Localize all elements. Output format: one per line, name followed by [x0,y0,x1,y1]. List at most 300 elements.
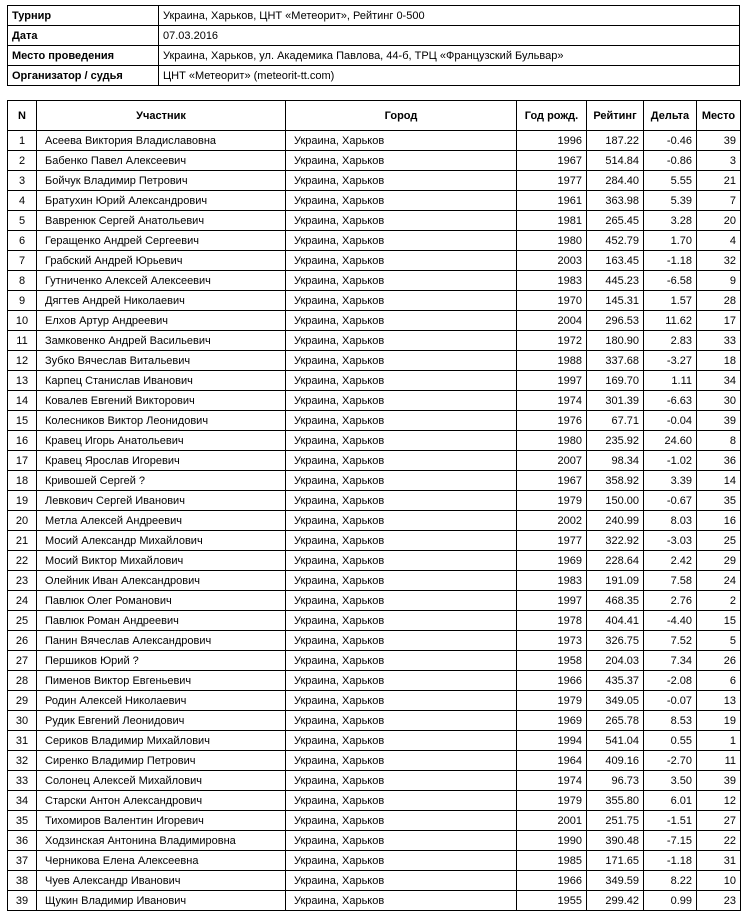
info-row-date [8,26,740,46]
cell-rating: 180.90 [587,331,644,351]
cell-delta: 24.60 [644,431,697,451]
cell-birth-year: 1973 [517,631,587,651]
cell-participant: Замковенко Андрей Васильевич [37,331,286,351]
table-row [8,591,741,611]
cell-participant: Бойчук Владимир Петрович [37,171,286,191]
cell-participant: Елхов Артур Андреевич [37,311,286,331]
info-row-tournament [8,6,740,26]
cell-city: Украина, Харьков [286,891,517,911]
cell-delta: 1.70 [644,231,697,251]
cell-city: Украина, Харьков [286,211,517,231]
cell-participant: Солонец Алексей Михайлович [37,771,286,791]
cell-number: 8 [8,271,37,291]
cell-rating: 169.70 [587,371,644,391]
cell-rating: 301.39 [587,391,644,411]
cell-number: 30 [8,711,37,731]
results-header-row [8,101,741,131]
cell-rating: 390.48 [587,831,644,851]
cell-birth-year: 1969 [517,551,587,571]
cell-place: 12 [697,791,741,811]
cell-birth-year: 1961 [517,191,587,211]
cell-city: Украина, Харьков [286,271,517,291]
cell-number: 16 [8,431,37,451]
table-row [8,351,741,371]
cell-city: Украина, Харьков [286,231,517,251]
table-row [8,311,741,331]
cell-rating: 349.05 [587,691,644,711]
results-body [8,131,741,911]
cell-birth-year: 1994 [517,731,587,751]
cell-birth-year: 1983 [517,271,587,291]
cell-number: 29 [8,691,37,711]
cell-delta: -0.07 [644,691,697,711]
cell-participant: Родин Алексей Николаевич [37,691,286,711]
date-label: Дата [8,26,159,46]
cell-place: 25 [697,531,741,551]
results-table [7,100,741,911]
table-row [8,651,741,671]
cell-city: Украина, Харьков [286,191,517,211]
cell-number: 10 [8,311,37,331]
cell-place: 15 [697,611,741,631]
cell-city: Украина, Харьков [286,791,517,811]
cell-place: 36 [697,451,741,471]
cell-rating: 284.40 [587,171,644,191]
table-row [8,171,741,191]
cell-rating: 322.92 [587,531,644,551]
cell-rating: 67.71 [587,411,644,431]
cell-number: 6 [8,231,37,251]
cell-place: 23 [697,891,741,911]
table-row [8,871,741,891]
cell-birth-year: 1979 [517,491,587,511]
header-city: Город [286,101,517,131]
cell-delta: 0.99 [644,891,697,911]
cell-number: 38 [8,871,37,891]
cell-rating: 409.16 [587,751,644,771]
cell-place: 6 [697,671,741,691]
cell-participant: Мосий Виктор Михайлович [37,551,286,571]
cell-place: 27 [697,811,741,831]
cell-rating: 404.41 [587,611,644,631]
cell-city: Украина, Харьков [286,411,517,431]
cell-participant: Панин Вячеслав Александрович [37,631,286,651]
cell-delta: -1.18 [644,851,697,871]
cell-city: Украина, Харьков [286,251,517,271]
cell-participant: Дягтев Андрей Николаевич [37,291,286,311]
cell-place: 2 [697,591,741,611]
cell-place: 19 [697,711,741,731]
cell-birth-year: 1979 [517,691,587,711]
cell-city: Украина, Харьков [286,871,517,891]
cell-participant: Кривошей Сергей ? [37,471,286,491]
cell-place: 8 [697,431,741,451]
cell-participant: Гутниченко Алексей Алексеевич [37,271,286,291]
cell-city: Украина, Харьков [286,291,517,311]
cell-delta: 7.58 [644,571,697,591]
cell-number: 34 [8,791,37,811]
cell-number: 36 [8,831,37,851]
cell-participant: Метла Алексей Андреевич [37,511,286,531]
cell-delta: 2.42 [644,551,697,571]
cell-number: 33 [8,771,37,791]
cell-participant: Кравец Ярослав Игоревич [37,451,286,471]
table-row [8,831,741,851]
cell-rating: 228.64 [587,551,644,571]
table-row [8,671,741,691]
cell-delta: -0.04 [644,411,697,431]
cell-birth-year: 1980 [517,431,587,451]
cell-rating: 163.45 [587,251,644,271]
cell-participant: Сериков Владимир Михайлович [37,731,286,751]
cell-rating: 337.68 [587,351,644,371]
table-row [8,811,741,831]
cell-delta: -1.02 [644,451,697,471]
cell-rating: 145.31 [587,291,644,311]
cell-delta: 1.57 [644,291,697,311]
cell-rating: 358.92 [587,471,644,491]
cell-place: 18 [697,351,741,371]
cell-place: 3 [697,151,741,171]
cell-participant: Бабенко Павел Алексеевич [37,151,286,171]
cell-delta: -3.03 [644,531,697,551]
table-row [8,511,741,531]
header-place: Место [697,101,741,131]
cell-rating: 98.34 [587,451,644,471]
cell-birth-year: 1958 [517,651,587,671]
cell-place: 17 [697,311,741,331]
cell-number: 4 [8,191,37,211]
cell-delta: -2.70 [644,751,697,771]
cell-place: 39 [697,411,741,431]
cell-delta: 6.01 [644,791,697,811]
table-row [8,371,741,391]
table-row [8,751,741,771]
cell-birth-year: 1996 [517,131,587,151]
cell-delta: 3.28 [644,211,697,231]
cell-birth-year: 1967 [517,151,587,171]
table-row [8,771,741,791]
cell-delta: 7.52 [644,631,697,651]
cell-participant: Пименов Виктор Евгеньевич [37,671,286,691]
cell-rating: 187.22 [587,131,644,151]
cell-rating: 514.84 [587,151,644,171]
cell-birth-year: 1967 [517,471,587,491]
cell-city: Украина, Харьков [286,751,517,771]
table-row [8,791,741,811]
cell-number: 39 [8,891,37,911]
cell-place: 9 [697,271,741,291]
cell-place: 39 [697,131,741,151]
cell-number: 2 [8,151,37,171]
table-row [8,731,741,751]
cell-place: 26 [697,651,741,671]
cell-rating: 468.35 [587,591,644,611]
header-participant: Участник [37,101,286,131]
table-row [8,391,741,411]
cell-participant: Щукин Владимир Иванович [37,891,286,911]
cell-rating: 96.73 [587,771,644,791]
table-row [8,571,741,591]
table-row [8,131,741,151]
cell-place: 14 [697,471,741,491]
header-delta: Дельта [644,101,697,131]
header-rating: Рейтинг [587,101,644,131]
header-birth-year: Год рожд. [517,101,587,131]
cell-rating: 171.65 [587,851,644,871]
table-row [8,251,741,271]
table-row [8,451,741,471]
cell-birth-year: 1997 [517,371,587,391]
cell-place: 7 [697,191,741,211]
table-row [8,291,741,311]
cell-city: Украина, Харьков [286,771,517,791]
cell-participant: Вавренюк Сергей Анатольевич [37,211,286,231]
tournament-value: Украина, Харьков, ЦНТ «Метеорит», Рейтинг 0-500 [159,6,740,26]
cell-city: Украина, Харьков [286,391,517,411]
cell-birth-year: 1964 [517,751,587,771]
cell-participant: Павлюк Олег Романович [37,591,286,611]
cell-city: Украина, Харьков [286,651,517,671]
table-row [8,891,741,911]
cell-rating: 452.79 [587,231,644,251]
cell-city: Украина, Харьков [286,451,517,471]
cell-delta: 8.53 [644,711,697,731]
table-row [8,491,741,511]
cell-place: 4 [697,231,741,251]
cell-rating: 191.09 [587,571,644,591]
cell-delta: -0.86 [644,151,697,171]
cell-number: 15 [8,411,37,431]
cell-participant: Мосий Александр Михайлович [37,531,286,551]
table-row [8,431,741,451]
cell-birth-year: 1970 [517,291,587,311]
cell-participant: Ходзинская Антонина Владимировна [37,831,286,851]
cell-birth-year: 1974 [517,771,587,791]
cell-place: 28 [697,291,741,311]
cell-rating: 355.80 [587,791,644,811]
cell-participant: Сиренко Владимир Петрович [37,751,286,771]
cell-birth-year: 2001 [517,811,587,831]
cell-number: 17 [8,451,37,471]
cell-birth-year: 1966 [517,671,587,691]
cell-place: 10 [697,871,741,891]
cell-participant: Асеева Виктория Владиславовна [37,131,286,151]
cell-place: 34 [697,371,741,391]
cell-city: Украина, Харьков [286,671,517,691]
cell-birth-year: 2004 [517,311,587,331]
cell-number: 3 [8,171,37,191]
cell-number: 1 [8,131,37,151]
cell-delta: -3.27 [644,351,697,371]
cell-delta: -1.51 [644,811,697,831]
cell-birth-year: 2002 [517,511,587,531]
cell-rating: 150.00 [587,491,644,511]
cell-city: Украина, Харьков [286,691,517,711]
cell-delta: -1.18 [644,251,697,271]
cell-number: 26 [8,631,37,651]
cell-participant: Олейник Иван Александрович [37,571,286,591]
table-row [8,151,741,171]
cell-rating: 240.99 [587,511,644,531]
table-row [8,851,741,871]
cell-participant: Тихомиров Валентин Игоревич [37,811,286,831]
cell-birth-year: 1979 [517,791,587,811]
cell-place: 29 [697,551,741,571]
cell-birth-year: 2007 [517,451,587,471]
cell-number: 27 [8,651,37,671]
cell-participant: Колесников Виктор Леонидович [37,411,286,431]
cell-delta: -2.08 [644,671,697,691]
tournament-info-table [7,5,740,86]
cell-city: Украина, Харьков [286,331,517,351]
cell-participant: Братухин Юрий Александрович [37,191,286,211]
cell-participant: Зубко Вячеслав Витальевич [37,351,286,371]
cell-delta: 5.39 [644,191,697,211]
table-row [8,231,741,251]
cell-number: 24 [8,591,37,611]
cell-number: 37 [8,851,37,871]
table-row [8,551,741,571]
cell-place: 35 [697,491,741,511]
table-row [8,691,741,711]
cell-city: Украина, Харьков [286,471,517,491]
cell-delta: 3.50 [644,771,697,791]
cell-delta: 8.03 [644,511,697,531]
date-value: 07.03.2016 [159,26,740,46]
venue-value: Украина, Харьков, ул. Академика Павлова, 44-б, ТРЦ «Французский Бульвар» [159,46,740,66]
cell-place: 11 [697,751,741,771]
cell-number: 18 [8,471,37,491]
cell-participant: Геращенко Андрей Сергеевич [37,231,286,251]
info-row-venue [8,46,740,66]
cell-number: 11 [8,331,37,351]
cell-delta: 3.39 [644,471,697,491]
cell-rating: 296.53 [587,311,644,331]
organizer-value: ЦНТ «Метеорит» (meteorit-tt.com) [159,66,740,86]
table-row [8,471,741,491]
cell-birth-year: 1977 [517,531,587,551]
cell-delta: 0.55 [644,731,697,751]
cell-birth-year: 1990 [517,831,587,851]
cell-city: Украина, Харьков [286,131,517,151]
cell-city: Украина, Харьков [286,611,517,631]
cell-city: Украина, Харьков [286,511,517,531]
cell-place: 21 [697,171,741,191]
table-row [8,211,741,231]
cell-participant: Черникова Елена Алексеевна [37,851,286,871]
cell-participant: Павлюк Роман Андреевич [37,611,286,631]
cell-rating: 265.78 [587,711,644,731]
table-row [8,191,741,211]
cell-number: 32 [8,751,37,771]
cell-place: 39 [697,771,741,791]
cell-delta: -6.63 [644,391,697,411]
cell-participant: Чуев Александр Иванович [37,871,286,891]
cell-number: 12 [8,351,37,371]
cell-number: 23 [8,571,37,591]
cell-birth-year: 1969 [517,711,587,731]
cell-place: 32 [697,251,741,271]
cell-city: Украина, Харьков [286,491,517,511]
cell-place: 31 [697,851,741,871]
cell-rating: 326.75 [587,631,644,651]
cell-rating: 363.98 [587,191,644,211]
cell-city: Украина, Харьков [286,851,517,871]
cell-city: Украина, Харьков [286,591,517,611]
cell-rating: 435.37 [587,671,644,691]
cell-birth-year: 1981 [517,211,587,231]
cell-rating: 299.42 [587,891,644,911]
cell-city: Украина, Харьков [286,171,517,191]
cell-rating: 265.45 [587,211,644,231]
cell-participant: Грабский Андрей Юрьевич [37,251,286,271]
cell-city: Украина, Харьков [286,731,517,751]
cell-number: 28 [8,671,37,691]
table-row [8,331,741,351]
cell-number: 25 [8,611,37,631]
cell-delta: 2.83 [644,331,697,351]
cell-participant: Ковалев Евгений Викторович [37,391,286,411]
cell-birth-year: 1997 [517,591,587,611]
cell-delta: -6.58 [644,271,697,291]
cell-birth-year: 1983 [517,571,587,591]
cell-delta: -7.15 [644,831,697,851]
cell-delta: 11.62 [644,311,697,331]
cell-delta: 5.55 [644,171,697,191]
cell-rating: 251.75 [587,811,644,831]
cell-place: 13 [697,691,741,711]
cell-rating: 445.23 [587,271,644,291]
cell-birth-year: 1966 [517,871,587,891]
cell-city: Украина, Харьков [286,811,517,831]
cell-birth-year: 1974 [517,391,587,411]
table-row [8,631,741,651]
cell-participant: Карпец Станислав Иванович [37,371,286,391]
cell-place: 33 [697,331,741,351]
cell-place: 20 [697,211,741,231]
cell-delta: 8.22 [644,871,697,891]
cell-birth-year: 1977 [517,171,587,191]
cell-birth-year: 1988 [517,351,587,371]
cell-birth-year: 1972 [517,331,587,351]
table-row [8,611,741,631]
info-row-organizer [8,66,740,86]
cell-birth-year: 2003 [517,251,587,271]
cell-delta: 2.76 [644,591,697,611]
venue-label: Место проведения [8,46,159,66]
table-row [8,531,741,551]
cell-rating: 541.04 [587,731,644,751]
cell-city: Украина, Харьков [286,711,517,731]
cell-delta: -0.46 [644,131,697,151]
cell-rating: 349.59 [587,871,644,891]
cell-birth-year: 1978 [517,611,587,631]
cell-participant: Старски Антон Александрович [37,791,286,811]
cell-number: 21 [8,531,37,551]
header-number: N [8,101,37,131]
cell-city: Украина, Харьков [286,431,517,451]
cell-delta: 1.11 [644,371,697,391]
cell-number: 20 [8,511,37,531]
cell-place: 24 [697,571,741,591]
table-row [8,711,741,731]
cell-number: 13 [8,371,37,391]
cell-city: Украина, Харьков [286,551,517,571]
cell-city: Украина, Харьков [286,631,517,651]
cell-delta: -0.67 [644,491,697,511]
cell-city: Украина, Харьков [286,351,517,371]
